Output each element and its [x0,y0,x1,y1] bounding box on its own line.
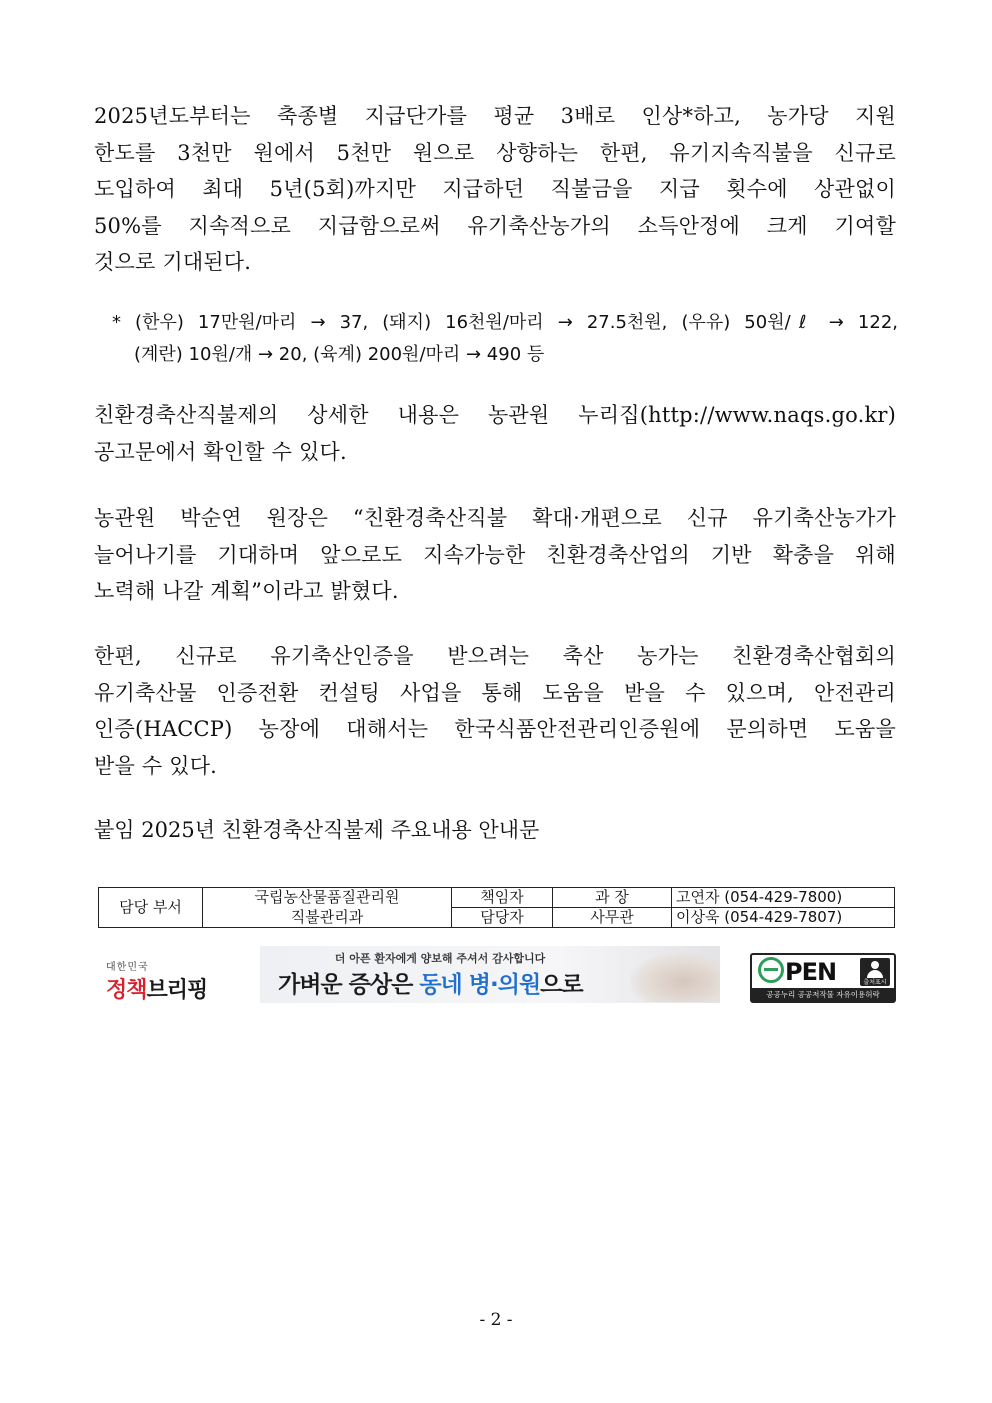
hands-image [630,952,720,1002]
footnote-line: (계란) 10원/개 → 20, (육계) 200원/마리 → 490 등 [134,344,545,365]
paragraph-2-line: 공고문에서 확인할 수 있다. [94,439,347,464]
footnote-line: * (한우) 17만원/마리 → 37, (돼지) 16천원/마리 → 27.5천원, (우유) 50원/ℓ → 122, [112,312,898,333]
person-cell: 이상욱 (054-429-7807) [672,908,895,928]
paragraph-3 [94,500,896,610]
org-name: 국립농산물품질관리원 [203,888,452,908]
paragraph-2-line: 친환경축산직불제의 상세한 내용은 농관원 누리집(http://www.naqs.go.kr) [94,403,896,427]
logo-wordmark: 정책브리핑 [106,978,208,1003]
table-row [99,888,895,908]
title-cell: 과 장 [553,888,672,908]
footer-banners [98,944,895,1006]
open-o-icon [758,957,784,983]
open-license-footer: 공공누리 공공저작물 자유이용허락 [752,988,894,1001]
open-logo: PEN [758,957,836,986]
policy-briefing-logo[interactable] [106,958,216,1002]
campaign-headline: 가벼운 증상은 동네 병·의원으로 [278,972,583,998]
title-cell: 사무관 [553,908,672,928]
footnote [112,307,898,371]
logo-caption: 대한민국 [106,962,149,973]
org-dept: 직불관리과 [203,908,452,928]
paragraph-3-line: 늘어나기를 기대하며 앞으로도 지속가능한 친환경축산업의 기반 확충을 위해 [94,542,896,567]
paragraph-1-line: 것으로 기대된다. [94,250,252,274]
kogl-open-license-badge[interactable] [750,953,896,1003]
paragraph-1 [94,98,896,281]
campaign-banner[interactable] [260,946,720,1003]
attachment-line: 붙임 2025년 친환경축산직불제 주요내용 안내문 [94,818,540,842]
role-cell: 담당자 [452,908,553,928]
page-number: - 2 - [479,1310,513,1330]
paragraph-2 [94,397,896,470]
contact-table [98,887,895,928]
paragraph-3-line: 노력해 나갈 계획”이라고 밝혔다. [94,579,399,603]
paragraph-1-line: 2025년도부터는 축종별 지급단가를 평균 3배로 인상*하고, 농가당 지원 [94,104,896,128]
paragraph-3-line: 농관원 박순연 원장은 “친환경축산직불 확대·개편으로 신규 유기축산농가가 [94,506,896,530]
paragraph-4-line: 인증(HACCP) 농장에 대해서는 한국식품안전관리인증원에 문의하면 도움을 [94,717,896,741]
person-cell: 고연자 (054-429-7800) [672,888,895,908]
attribution-person-icon [860,958,890,986]
table-row [99,908,895,928]
paragraph-4-line: 받을 수 있다. [94,753,218,778]
paragraph-1-line: 도입하여 최대 5년(5회)까지만 지급하던 직불금을 지급 횟수에 상관없이 [94,177,896,201]
role-cell: 책임자 [452,888,553,908]
paragraph-4-line: 유기축산물 인증전환 컨설팅 사업을 통해 도움을 받을 수 있으며, 안전관리 [94,680,896,705]
campaign-subtitle: 더 아픈 환자에게 양보해 주셔서 감사합니다 [334,952,546,965]
paragraph-4 [94,638,896,784]
attribution-label: 출처표시 [863,979,887,986]
paragraph-1-line: 한도를 3천만 원에서 5천만 원으로 상향하는 한편, 유기지속직불을 신규로 [94,140,896,165]
paragraph-1-line: 50%를 지속적으로 지급함으로써 유기축산농가의 소득안정에 크게 기여할 [94,213,896,238]
dept-label: 담당 부서 [99,888,203,928]
paragraph-4-line: 한편, 신규로 유기축산인증을 받으려는 축산 농가는 친환경축산협회의 [94,644,896,668]
